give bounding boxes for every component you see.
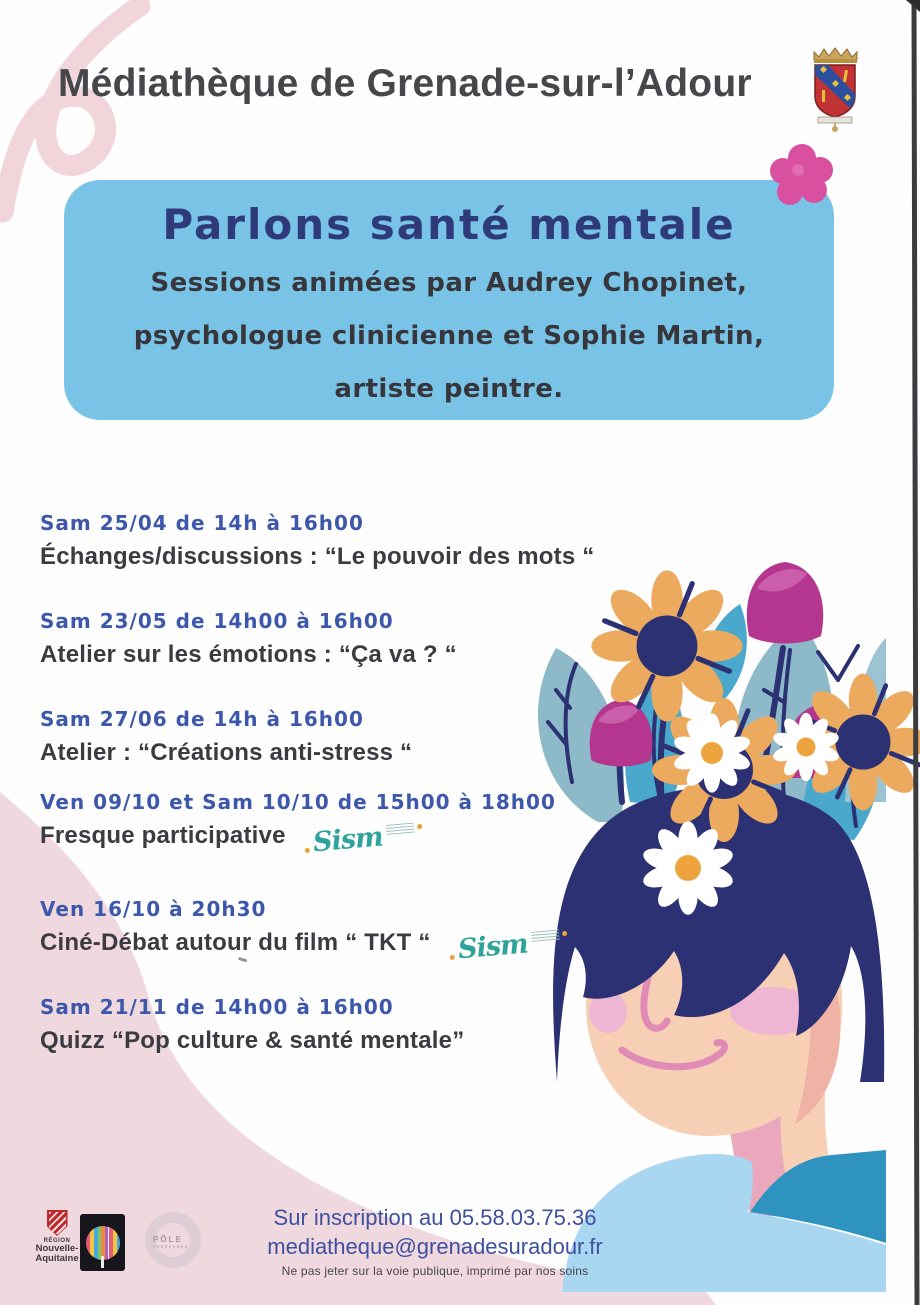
hero-box	[64, 180, 834, 420]
event-description: Échanges/discussions : “Le pouvoir des mots “	[40, 543, 595, 570]
event-item	[40, 789, 680, 859]
striped-circle-icon	[86, 1226, 120, 1260]
mediatheque-network-logo	[80, 1214, 125, 1271]
sism-dot-icon	[449, 955, 454, 960]
event-date: Sam 25/04 de 14h à 16h00	[40, 511, 364, 535]
event-date: Sam 21/11 de 14h00 à 16h00	[40, 995, 394, 1019]
coat-of-arms-icon	[806, 44, 864, 132]
contact-email: mediatheque@grenadesuradour.fr	[267, 1234, 603, 1259]
event-item	[40, 510, 680, 575]
event-date: Ven 16/10 à 20h30	[40, 897, 267, 921]
nouvelle-aquitaine-logo	[31, 1210, 83, 1264]
sism-tagline-lines-icon	[385, 823, 414, 835]
nouvelle-aquitaine-shield-icon	[47, 1210, 68, 1236]
pole-logo	[145, 1212, 201, 1268]
pole-label: PÔLE	[153, 1235, 183, 1244]
sism-dot-icon	[416, 824, 421, 829]
hero-subtitle-line: artiste peintre.	[334, 374, 564, 404]
registration-phone: Sur inscription au 05.58.03.75.36	[273, 1205, 597, 1230]
hero-title: Parlons santé mentale	[162, 200, 736, 249]
event-description: Fresque participative	[40, 822, 286, 849]
event-description: Ciné-Débat autour du film “ TKT “	[40, 929, 431, 956]
event-item	[40, 608, 680, 673]
hero-subtitle-line: psychologue clinicienne et Sophie Martin,	[133, 321, 765, 351]
event-date: Ven 09/10 et Sam 10/10 de 15h00 à 18h00	[40, 790, 556, 814]
region-label: RÉGION	[43, 1238, 71, 1244]
sism-dot-icon	[304, 848, 309, 853]
region-name-line1: Nouvelle-	[35, 1243, 79, 1254]
event-date: Sam 23/05 de 14h00 à 16h00	[40, 609, 394, 633]
event-item	[40, 994, 680, 1059]
event-description: Atelier : “Créations anti-stress “	[40, 739, 413, 766]
hero-subtitle-line: Sessions animées par Audrey Chopinet,	[150, 268, 748, 298]
event-item	[40, 896, 680, 966]
events-list	[40, 510, 680, 1092]
sism-logo-text: Sism	[311, 821, 384, 859]
sism-logo-text: Sism	[456, 928, 529, 966]
event-item	[40, 706, 680, 771]
region-name-line2: Aquitaine	[35, 1253, 79, 1264]
sism-tagline-lines-icon	[530, 930, 559, 942]
event-description: Atelier sur les émotions : “Ça va ? “	[40, 641, 457, 668]
pink-flower-icon	[762, 140, 842, 212]
footer-contact	[185, 1203, 685, 1278]
page-title: Médiathèque de Grenade-sur-l’Adour	[58, 62, 752, 105]
event-description: Quizz “Pop culture & santé mentale”	[40, 1027, 465, 1054]
sism-logo	[303, 820, 423, 857]
pole-tagline-icon	[153, 1245, 187, 1248]
sism-dot-icon	[561, 931, 566, 936]
legal-notice: Ne pas jeter sur la voie publique, imprimé par nos soins	[281, 1264, 589, 1278]
sism-logo	[448, 927, 568, 964]
event-date: Sam 27/06 de 14h à 16h00	[40, 707, 364, 731]
